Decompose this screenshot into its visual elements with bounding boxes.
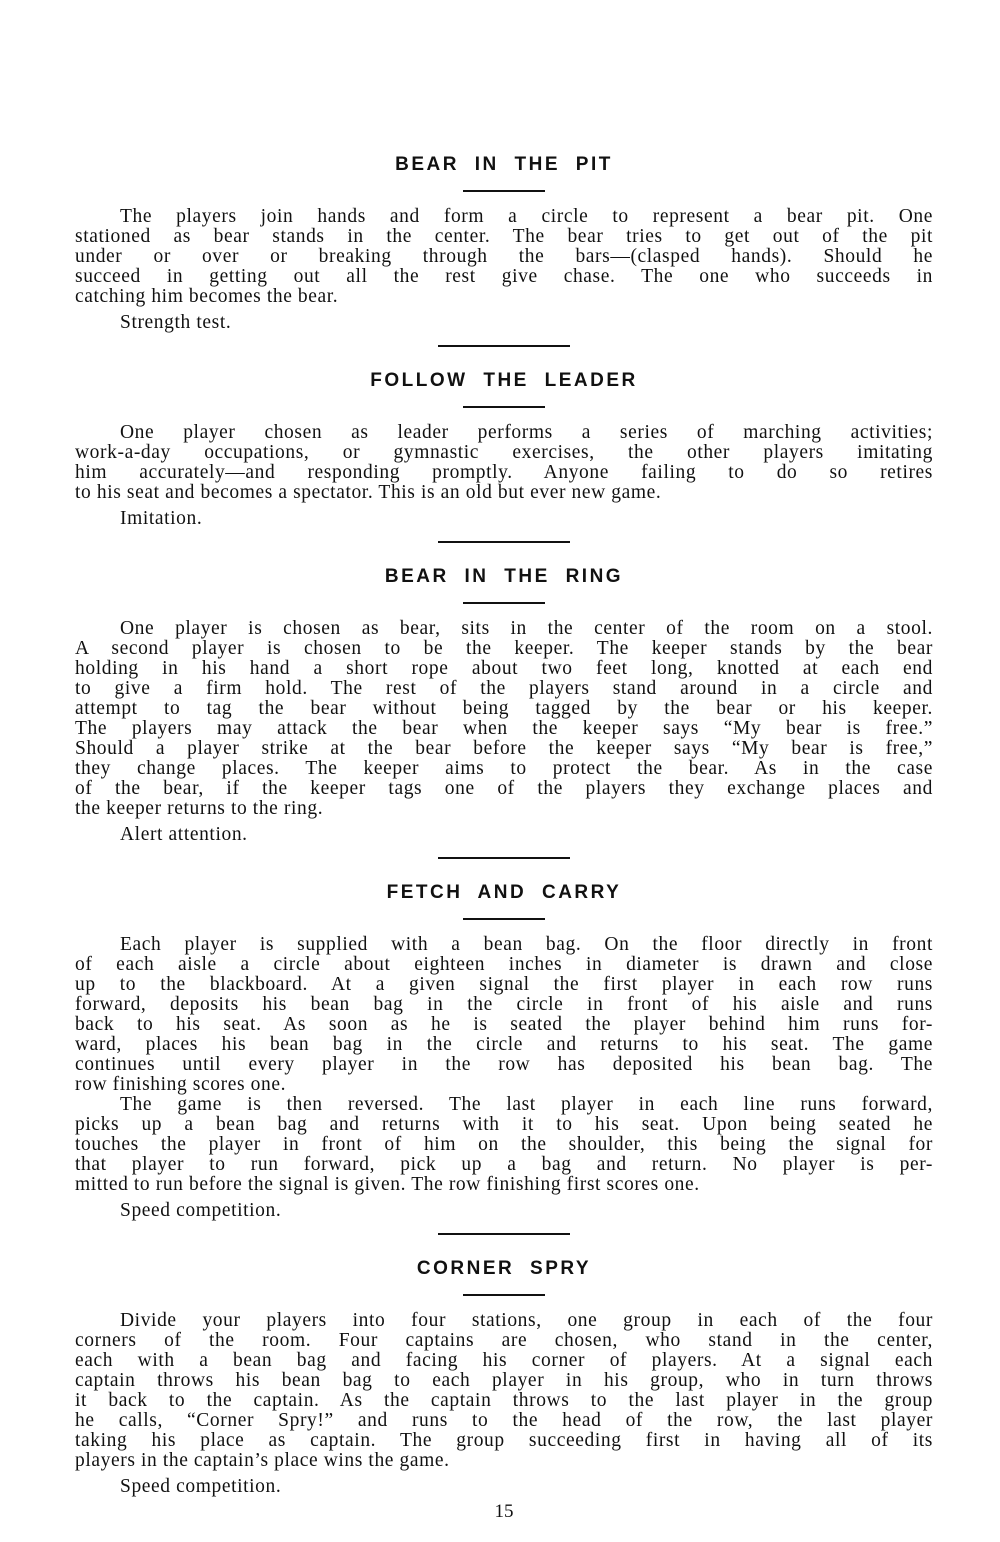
section-divider xyxy=(438,541,570,543)
section-title: CORNER SPRY xyxy=(416,1258,592,1279)
text-line: The players join hands and form a circle to represent a bear pit. One xyxy=(120,206,933,227)
game-section xyxy=(75,155,933,347)
section-divider xyxy=(438,857,570,859)
text-line: The game is then reversed. The last player in each line runs forward, xyxy=(120,1094,933,1115)
section-title: FETCH AND CARRY xyxy=(386,882,622,903)
text-line: corners of the room. Four captains are chosen, who stand in the center, xyxy=(75,1330,933,1351)
text-line: ward, places his bean bag in the circle and returns to his seat. The game xyxy=(75,1034,933,1055)
text-line: under or over or breaking through the bars—(clasped hands). Should he xyxy=(75,246,933,267)
text-line: Each player is supplied with a bean bag. On the floor directly in front xyxy=(120,934,933,955)
text-line: One player is chosen as bear, sits in the center of the room on a stool. xyxy=(120,618,933,639)
text-line: Should a player strike at the bear before the keeper says “My bear is free,” xyxy=(75,738,933,759)
game-section xyxy=(75,567,933,859)
title-underline xyxy=(463,1294,545,1296)
game-category-note: Imitation. xyxy=(120,508,203,529)
text-line: touches the player in front of him on the shoulder, this being the signal for xyxy=(75,1134,933,1155)
game-section xyxy=(75,371,933,543)
text-line: he calls, “Corner Spry!” and runs to the head of the row, the last player xyxy=(75,1410,933,1431)
game-section xyxy=(75,1259,933,1497)
paragraph xyxy=(75,1311,933,1471)
text-line: succeed in getting out all the rest give chase. The one who succeeds in xyxy=(75,266,933,287)
game-section xyxy=(75,883,933,1235)
text-line: to his seat and becomes a spectator. This is an old but ever new game. xyxy=(75,482,662,503)
text-line: mitted to run before the signal is given. The row finishing first scores one. xyxy=(75,1174,700,1195)
game-category-note: Strength test. xyxy=(120,312,232,333)
text-line: players in the captain’s place wins the game. xyxy=(75,1450,450,1471)
text-line: it back to the captain. As the captain throws to the last player in the group xyxy=(75,1390,933,1411)
paragraph xyxy=(75,1095,933,1195)
section-title: FOLLOW THE LEADER xyxy=(370,370,638,391)
section-divider xyxy=(438,345,570,347)
text-line: holding in his hand a short rope about two feet long, knotted at each end xyxy=(75,658,933,679)
text-line: back to his seat. As soon as he is seated the player behind him runs for- xyxy=(75,1014,933,1035)
text-line: of the bear, if the keeper tags one of the players they exchange places and xyxy=(75,778,933,799)
text-line: up to the blackboard. At a given signal the first player in each row runs xyxy=(75,974,933,995)
text-line: taking his place as captain. The group succeeding first in having all of its xyxy=(75,1430,933,1451)
text-line: The players may attack the bear when the keeper says “My bear is free.” xyxy=(75,718,933,739)
text-line: they change places. The keeper aims to protect the bear. As in the case xyxy=(75,758,933,779)
section-divider xyxy=(438,1233,570,1235)
text-line: picks up a bean bag and returns with it to his seat. Upon being seated he xyxy=(75,1114,933,1135)
text-line: the keeper returns to the ring. xyxy=(75,798,324,819)
title-underline xyxy=(463,406,545,408)
text-line: One player chosen as leader performs a series of marching activities; xyxy=(120,422,933,443)
text-line: captain throws his bean bag to each player in his group, who in turn throws xyxy=(75,1370,933,1391)
game-category-note: Alert attention. xyxy=(120,824,248,845)
text-line: forward, deposits his bean bag in the circle in front of his aisle and runs xyxy=(75,994,933,1015)
title-underline xyxy=(463,918,545,920)
section-title: BEAR IN THE PIT xyxy=(395,154,613,175)
sections xyxy=(75,155,933,1497)
game-category-note: Speed competition. xyxy=(120,1200,282,1221)
text-line: A second player is chosen to be the keeper. The keeper stands by the bear xyxy=(75,638,933,659)
text-line: of each aisle a circle about eighteen inches in diameter is drawn and close xyxy=(75,954,933,975)
text-line: row finishing scores one. xyxy=(75,1074,287,1095)
text-line: continues until every player in the row has deposited his bean bag. The xyxy=(75,1054,933,1075)
paragraph xyxy=(75,619,933,819)
text-line: him accurately—and responding promptly. Anyone failing to do so retires xyxy=(75,462,933,483)
paragraph xyxy=(75,935,933,1095)
text-line: each with a bean bag and facing his corner of players. At a signal each xyxy=(75,1350,933,1371)
text-line: stationed as bear stands in the center. The bear tries to get out of the pit xyxy=(75,226,933,247)
text-line: attempt to tag the bear without being tagged by the bear or his keeper. xyxy=(75,698,933,719)
title-underline xyxy=(463,190,545,192)
text-line: catching him becomes the bear. xyxy=(75,286,339,307)
game-category-note: Speed competition. xyxy=(120,1476,282,1497)
text-line: that player to run forward, pick up a bag and return. No player is per- xyxy=(75,1154,933,1175)
section-title: BEAR IN THE RING xyxy=(384,566,624,587)
paragraph xyxy=(75,423,933,503)
paragraph xyxy=(75,207,933,307)
document-page xyxy=(75,155,933,1522)
text-line: to give a firm hold. The rest of the players stand around in a circle and xyxy=(75,678,933,699)
text-line: work-a-day occupations, or gymnastic exercises, the other players imitating xyxy=(75,442,933,463)
title-underline xyxy=(463,602,545,604)
page-number: 15 xyxy=(494,1501,514,1522)
text-line: Divide your players into four stations, one group in each of the four xyxy=(120,1310,933,1331)
